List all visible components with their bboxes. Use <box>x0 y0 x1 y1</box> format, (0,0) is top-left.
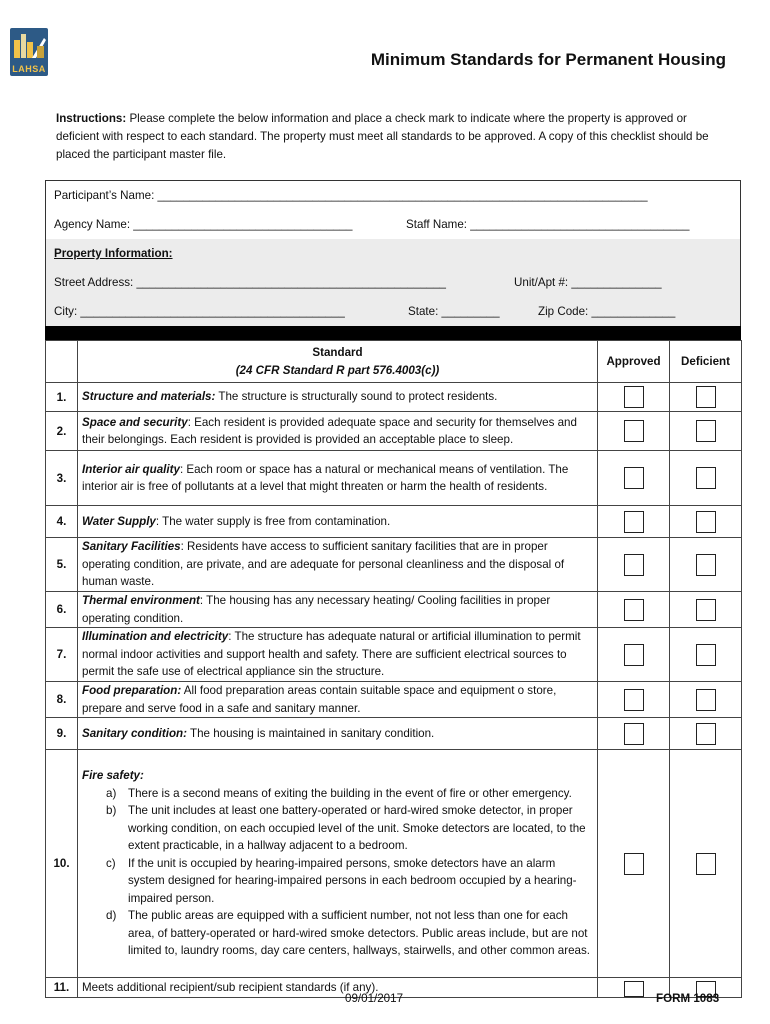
table-row <box>46 718 742 750</box>
row-title: Sanitary condition: <box>82 726 187 740</box>
row-title: Sanitary Facilities <box>82 540 181 554</box>
deficient-cell <box>670 750 742 978</box>
header-standard-cell <box>78 341 598 383</box>
approved-checkbox[interactable] <box>624 599 644 621</box>
row-title: Space and security <box>82 415 188 429</box>
deficient-checkbox[interactable] <box>696 599 716 621</box>
approved-cell <box>598 750 670 978</box>
row-text <box>78 628 598 682</box>
approved-cell <box>598 412 670 451</box>
table-row <box>46 682 742 718</box>
row-title: Interior air quality <box>82 462 180 476</box>
header-num-cell <box>46 341 78 383</box>
row-number: 6. <box>46 592 78 628</box>
city-field[interactable]: City: _________________________________________ <box>54 305 345 318</box>
approved-cell <box>598 592 670 628</box>
row-text <box>78 506 598 538</box>
deficient-cell <box>670 506 742 538</box>
row-text: Meets additional recipient/sub recipient standards (if any). <box>78 978 598 998</box>
approved-checkbox[interactable] <box>624 467 644 489</box>
deficient-checkbox[interactable] <box>696 853 716 875</box>
participant-row <box>46 181 740 210</box>
deficient-cell <box>670 682 742 718</box>
row-number: 9. <box>46 718 78 750</box>
property-info-heading: Property Information: <box>54 247 173 260</box>
row-title: Water Supply <box>82 514 156 528</box>
header-deficient: Deficient <box>670 341 742 383</box>
approved-cell <box>598 628 670 682</box>
footer-date: 09/01/2017 <box>345 992 404 1005</box>
deficient-cell <box>670 628 742 682</box>
list-marker: b) <box>106 804 117 818</box>
table-row <box>46 412 742 451</box>
approved-checkbox[interactable] <box>624 386 644 408</box>
row-body: : The structure has adequate natural or artificial illumination to permit normal indoor activities and support health and safety. There are sufficient electrical sources to permit the safe use of electrical appliance sin the structure. <box>82 630 581 679</box>
deficient-checkbox[interactable] <box>696 723 716 745</box>
row-number: 7. <box>46 628 78 682</box>
deficient-cell <box>670 538 742 592</box>
row-title: Fire safety: <box>82 769 144 783</box>
deficient-cell <box>670 451 742 506</box>
row-body: : The water supply is free from contamination. <box>155 514 391 528</box>
list-item <box>106 802 591 855</box>
address-row <box>46 268 740 297</box>
row-body: The housing is maintained in sanitary condition. <box>187 726 435 740</box>
approved-cell <box>598 718 670 750</box>
street-address-field[interactable]: Street Address: ________________________________________________ <box>54 276 446 289</box>
row-body: : Each resident is provided adequate space and security for themselves and their belongings. Each resident is provided is provided an acceptable place to sleep. <box>82 415 577 446</box>
deficient-checkbox[interactable] <box>696 511 716 533</box>
row-number: 1. <box>46 383 78 412</box>
row-number: 3. <box>46 451 78 506</box>
header-cfr: (24 CFR Standard R part 576.4003(c)) <box>235 363 440 377</box>
approved-checkbox[interactable] <box>624 723 644 745</box>
row-title: Illumination and electricity <box>82 630 229 644</box>
table-header-row <box>46 341 742 383</box>
list-item-text: The public areas are equipped with a sufficient number, not not less than one for each area, of battery-operated or hard-wired smoke detectors. Public areas include, but are not limited to, laundry rooms, day care centers, hallways, stairwells, and other common areas. <box>128 909 591 958</box>
list-item-text: The unit includes at least one battery-operated or hard-wired smoke detector, in proper working condition, on each occupied level of the unit. Smoke detectors are located, to the extent practicable, in a hallway adjacent to a bedroom. <box>128 804 586 853</box>
list-marker: d) <box>106 909 117 923</box>
row-body: The structure is structurally sound to protect residents. <box>215 390 498 404</box>
instructions <box>56 110 726 164</box>
list-marker: c) <box>106 856 116 870</box>
row-body: : Each room or space has a natural or mechanical means of ventilation. The interior air is free of pollutants at a level that might threaten or harm the health of residents. <box>82 462 569 493</box>
approved-checkbox[interactable] <box>624 554 644 576</box>
row-text <box>78 538 598 592</box>
fire-safety-list <box>82 785 591 960</box>
table-row <box>46 451 742 506</box>
city-row <box>46 297 740 326</box>
row-text <box>78 383 598 412</box>
approved-cell <box>598 506 670 538</box>
row-text <box>78 412 598 451</box>
skyline-icon <box>10 28 48 66</box>
row-text <box>78 750 598 978</box>
list-item <box>106 907 591 960</box>
approved-checkbox[interactable] <box>624 644 644 666</box>
row-number: 2. <box>46 412 78 451</box>
deficient-checkbox[interactable] <box>696 644 716 666</box>
table-row <box>46 538 742 592</box>
header-approved: Approved <box>598 341 670 383</box>
approved-checkbox[interactable] <box>624 981 644 997</box>
header-standard: Standard <box>312 346 363 359</box>
lahsa-logo <box>10 28 48 76</box>
section-divider <box>45 326 741 340</box>
deficient-checkbox[interactable] <box>696 689 716 711</box>
state-field[interactable]: State: _________ <box>408 305 500 318</box>
list-item <box>106 785 591 803</box>
form-number: FORM 1083 <box>656 992 720 1005</box>
row-body: : Residents have access to sufficient sanitary facilities that are in proper operating condition, are private, and are adequate for personal cleanliness and the disposal of human waste. <box>82 540 565 589</box>
row-body: All food preparation areas contain suitable space and equipment o store, prepare and serve food in a safe and sanitary manner. <box>82 684 557 715</box>
deficient-checkbox[interactable] <box>696 467 716 489</box>
approved-checkbox[interactable] <box>624 420 644 442</box>
row-text <box>78 718 598 750</box>
table-row <box>46 383 742 412</box>
list-item <box>106 855 591 908</box>
table-row <box>46 592 742 628</box>
deficient-checkbox[interactable] <box>696 420 716 442</box>
approved-cell <box>598 383 670 412</box>
agency-name-field[interactable]: Agency Name: __________________________________ <box>54 218 353 231</box>
table-row <box>46 506 742 538</box>
row-title: Food preparation: <box>82 684 182 697</box>
row-number: 11. <box>46 978 78 998</box>
approved-checkbox[interactable] <box>624 689 644 711</box>
row-number: 4. <box>46 506 78 538</box>
row-title: Structure and materials: <box>82 390 216 404</box>
approved-checkbox[interactable] <box>624 511 644 533</box>
deficient-cell <box>670 412 742 451</box>
list-item-text: There is a second means of exiting the building in the event of fire or other emergency. <box>128 786 572 800</box>
participant-form <box>45 180 741 327</box>
row-number: 10. <box>46 750 78 978</box>
approved-cell <box>598 538 670 592</box>
row-title: Thermal environment <box>82 594 200 607</box>
list-marker: a) <box>106 786 117 800</box>
deficient-cell <box>670 383 742 412</box>
row-text <box>78 451 598 506</box>
table-row-fire-safety <box>46 750 742 978</box>
property-info-row <box>46 239 740 268</box>
approved-cell <box>598 451 670 506</box>
agency-row <box>46 210 740 239</box>
instructions-label: Instructions: <box>56 112 127 125</box>
approved-checkbox[interactable] <box>624 853 644 875</box>
row-text <box>78 682 598 718</box>
unit-apt-field[interactable]: Unit/Apt #: ______________ <box>514 276 662 289</box>
row-number: 5. <box>46 538 78 592</box>
deficient-cell <box>670 718 742 750</box>
row-number: 8. <box>46 682 78 718</box>
logo-text: LAHSA <box>12 64 46 74</box>
deficient-checkbox[interactable] <box>696 386 716 408</box>
approved-cell <box>598 682 670 718</box>
standards-table <box>45 340 742 998</box>
deficient-checkbox[interactable] <box>696 554 716 576</box>
list-item-text: If the unit is occupied by hearing-impaired persons, smoke detectors have an alarm system designed for hearing-impaired persons in each bedroom occupied by a hearing-impaired person. <box>128 856 577 905</box>
row-text <box>78 592 598 628</box>
staff-name-field[interactable]: Staff Name: __________________________________ <box>406 218 690 231</box>
instructions-text: Please complete the below information and place a check mark to indicate where the property is approved or deficient with respect to each standard. The property must meet all standards to be approved. A copy of this checklist should be placed the participant master file. <box>56 112 709 161</box>
deficient-cell <box>670 592 742 628</box>
zip-code-field[interactable]: Zip Code: _____________ <box>538 305 676 318</box>
table-row <box>46 628 742 682</box>
participant-name-field[interactable]: Participant’s Name: ____________________________________________________________________________ <box>54 189 648 202</box>
page-title: Minimum Standards for Permanent Housing <box>370 50 726 69</box>
row-body: : The housing has any necessary heating/ Cooling facilities in proper operating condition. <box>82 594 551 625</box>
